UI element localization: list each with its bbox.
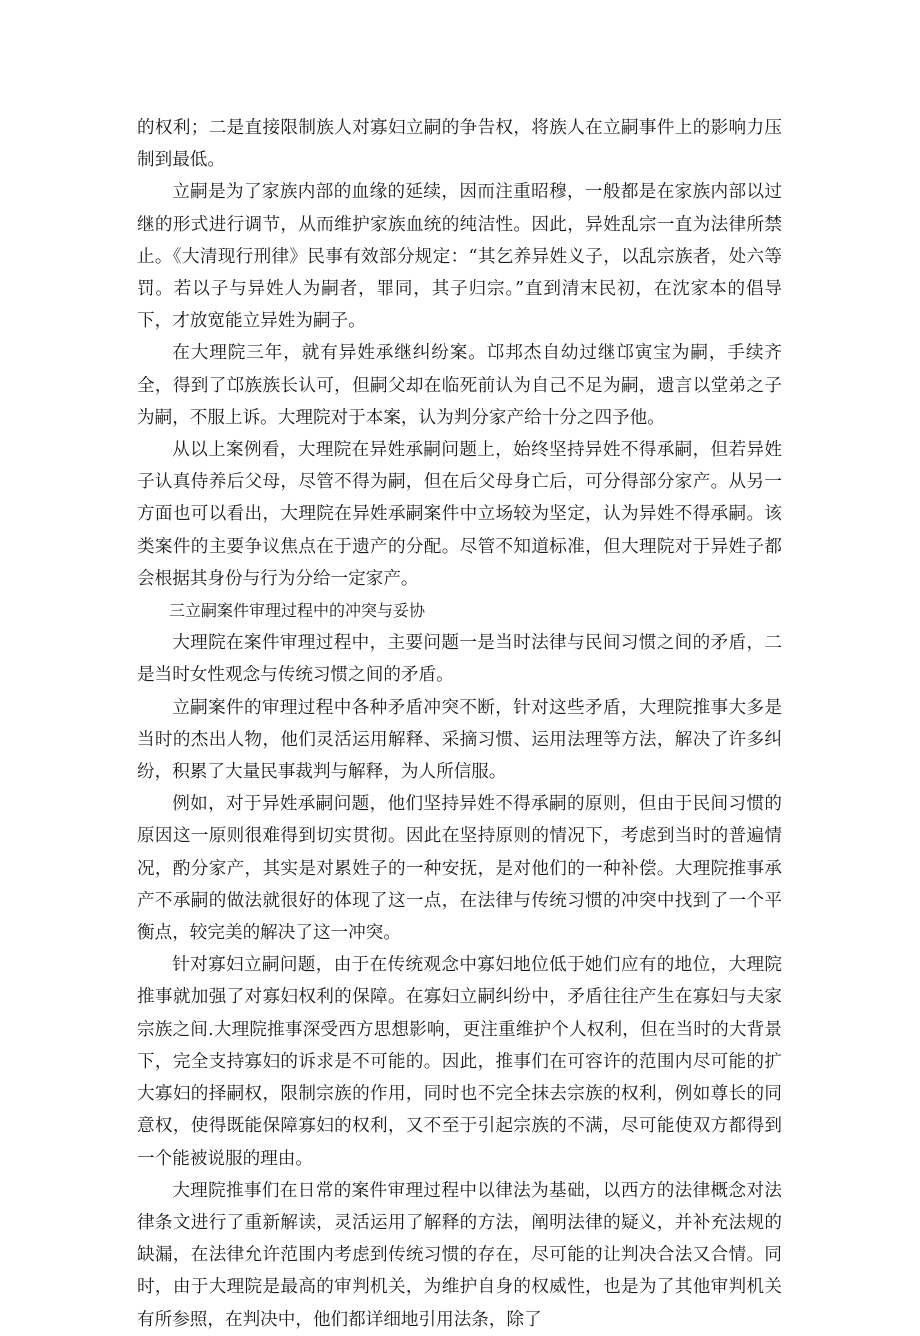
paragraph-main-conflicts: 大理院在案件审理过程中，主要问题一是当时法律与民间习惯之间的矛盾，二是当时女性观念与传统习惯之间的矛盾。 [137, 633, 782, 686]
paragraph-judicial-practice: 大理院推事们在日常的案件审理过程中以律法为基础，以西方的法律概念对法律条文进行了重新解读，灵活运用了解释的方法，阐明法律的疑义，并补充法规的缺漏，在法律允许范围内考虑到传统习惯的存在，尽可能的让判决合法又合情。同时，由于大理院是最高的审判机关，为维护自身的权威性，也是为了其他审判机关有所参照，在判决中，他们都详细地引用法条，除了 [137, 1180, 782, 1330]
paragraph-widow-rights: 针对寡妇立嗣问题，由于在传统观念中寡妇地位低于她们应有的地位，大理院推事就加强了对寡妇权利的保障。在寡妇立嗣纠纷中，矛盾往往产生在寡妇与夫家宗族之间.大理院推事深受西方思想影响，更注重维护个人权利，但在当时的大背景下，完全支持寡妇的诉求是不可能的。因此，推事们在可容许的范围内尽可能的扩大寡妇的择嗣权，限制宗族的作用，同时也不完全抹去宗族的权利，例如尊长的同意权，使得既能保障寡妇的权利，又不至于引起宗族的不满，尽可能使双方都得到一个能被说服的理由。 [137, 955, 782, 1169]
paragraph-case-example: 在大理院三年，就有异姓承继纠纷案。邙邦杰自幼过继邙寅宝为嗣，手续齐全，得到了邙族族长认可，但嗣父却在临死前认为自己不足为嗣，遗言以堂弟之子为嗣，不服上诉。大理院对于本案，认为判分家产给十分之四予他。 [137, 343, 782, 428]
paragraph-adoption-lineage: 立嗣是为了家族内部的血缘的延续，因而注重昭穆，一般都是在家族内部以过继的形式进行调节，从而维护家族血统的纯洁性。因此，异姓乱宗一直为法律所禁止。《大清现行刑律》民事有效部分规定：“其乞养异姓义子，以乱宗族者，处六等罚。若以子与异姓人为嗣者，罪同，其子归宗。”直到清末民初，在沈家本的倡导下，才放宽能立异姓为嗣子。 [137, 182, 782, 332]
paragraph-surname-example: 例如，对于异姓承嗣问题，他们坚持异姓不得承嗣的原则，但由于民间习惯的原因这一原则很难得到切实贯彻。因此在坚持原则的情况下，考虑到当时的普遍情况，酌分家产，其实是对累姓子的一种安抚，是对他们的一种补偿。大理院推事承产不承嗣的做法就很好的体现了这一点，在法律与传统习惯的冲突中找到了一个平衡点，较完美的解决了这一冲突。 [137, 794, 782, 944]
paragraph-judges-methods: 立嗣案件的审理过程中各种矛盾冲突不断，针对这些矛盾，大理院推事大多是当时的杰出人物，他们灵活运用解释、采摘习惯、运用法理等方法，解决了许多纠纷，积累了大量民事裁判与解释，为人所信服。 [137, 697, 782, 783]
paragraph-continuation: 的权利；二是直接限制族人对寡妇立嗣的争告权，将族人在立嗣事件上的影响力压制到最低。 [137, 118, 782, 171]
document-body [137, 112, 782, 1336]
section-heading: 三立嗣案件审理过程中的冲突与妥协 [169, 601, 426, 621]
paragraph-case-analysis: 从以上案例看，大理院在异姓承嗣问题上，始终坚持异姓不得承嗣，但若异姓子认真侍养后父母，尽管不得为嗣，但在后父母身亡后，可分得部分家产。从另一方面也可以看出，大理院在异姓承嗣案件中立场较为坚定，认为异姓不得承嗣。该类案件的主要争议焦点在于遗产的分配。尽管不知道标准，但大理院对于异姓子都会根据其身份与行为分给一定家产。 [137, 440, 782, 589]
